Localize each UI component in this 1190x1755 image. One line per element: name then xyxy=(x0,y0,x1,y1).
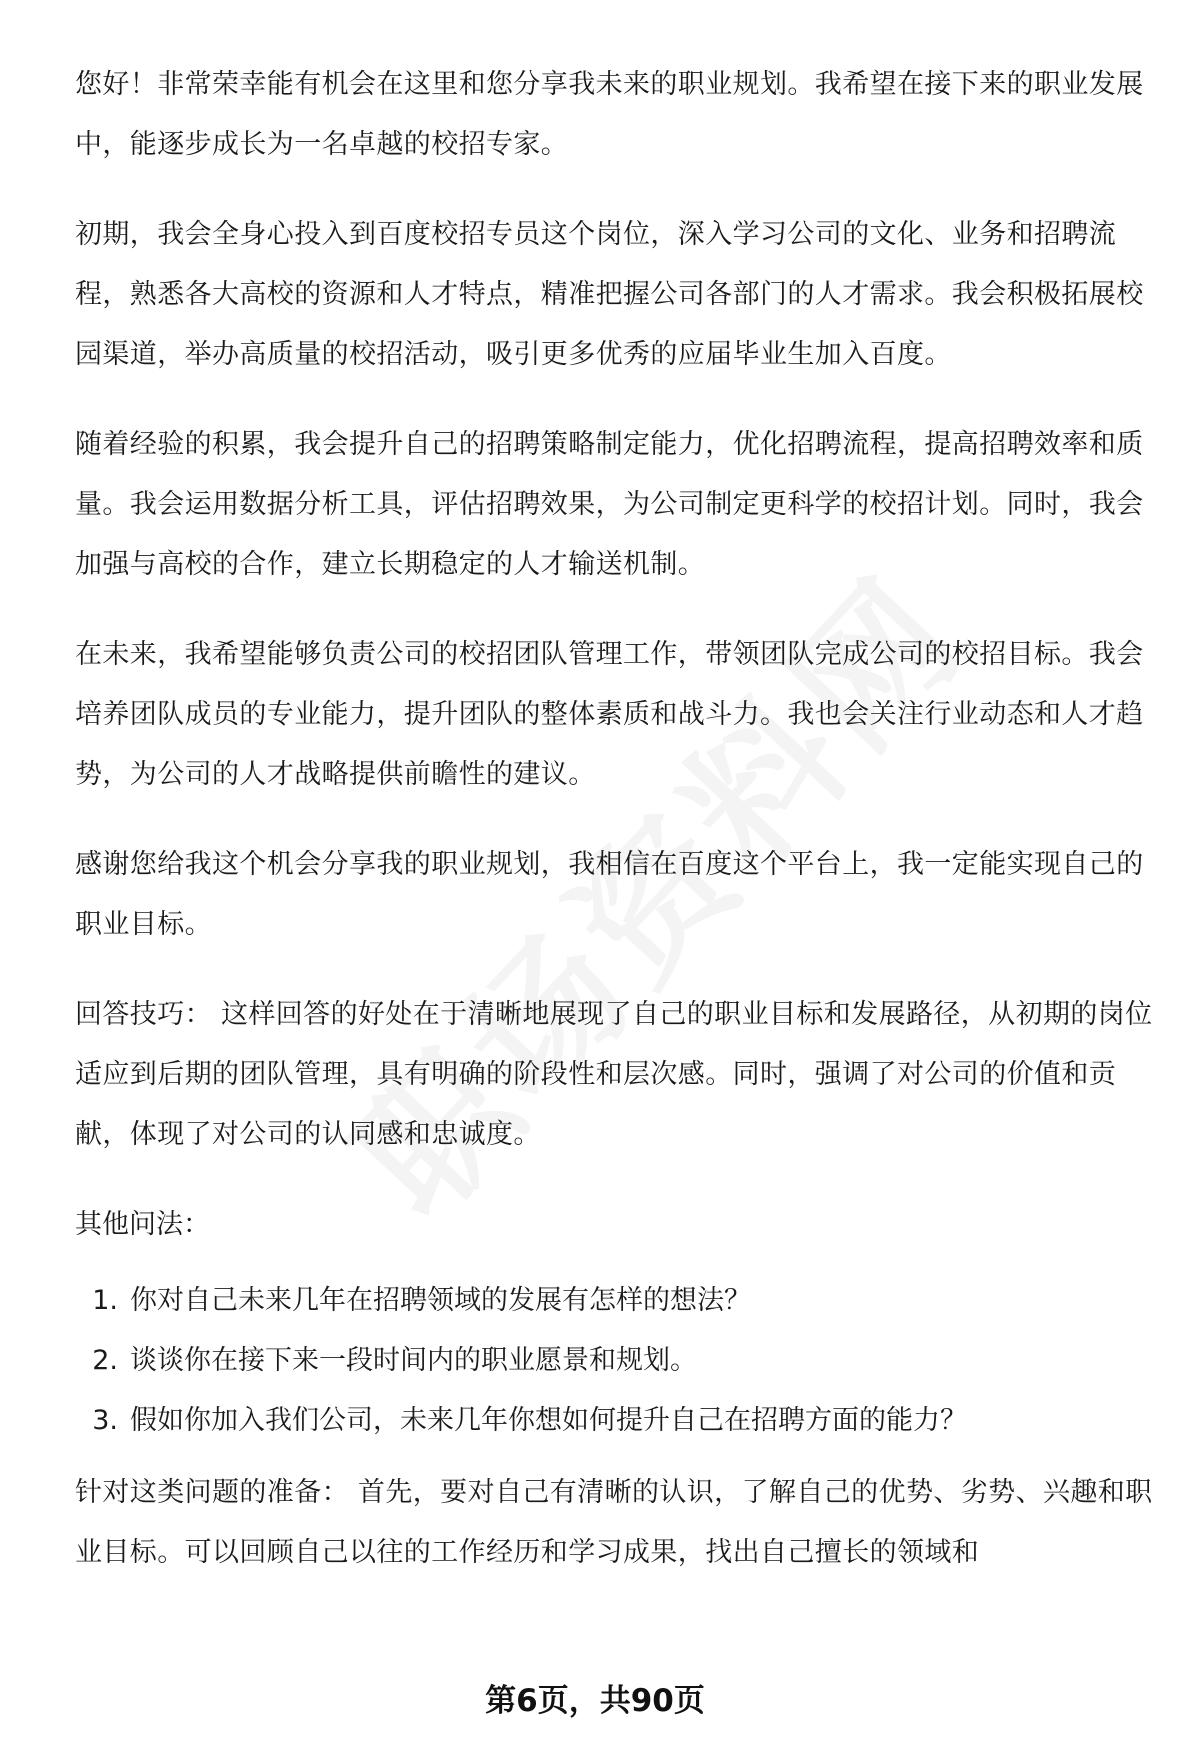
list-item xyxy=(75,1331,1170,1391)
list-item-number: 2. xyxy=(92,1345,118,1376)
list-item xyxy=(75,1391,1170,1451)
list-item xyxy=(75,1271,1170,1331)
paragraph-preparation: 针对这类问题的准备： 首先，要对自己有清晰的认识，了解自己的优势、劣势、兴趣和职业目标。可以回顾自己以往的工作经历和学习成果，找出自己擅长的领域和 xyxy=(75,1477,1153,1568)
paragraph-early-stage: 初期，我会全身心投入到百度校招专员这个岗位，深入学习公司的文化、业务和招聘流程，熟悉各大高校的资源和人才特点，精准把握公司各部门的人才需求。我会积极拓展校园渠道，举办高质量的校招活动，吸引更多优秀的应届毕业生加入百度。 xyxy=(75,219,1144,370)
list-item-number: 1. xyxy=(92,1285,118,1316)
list-item-number: 3. xyxy=(92,1405,118,1436)
list-item-text: 假如你加入我们公司，未来几年你想如何提升自己在招聘方面的能力？ xyxy=(130,1405,967,1436)
document-body xyxy=(75,55,1170,1613)
list-item-text: 谈谈你在接下来一段时间内的职业愿景和规划。 xyxy=(130,1345,697,1376)
paragraph-answer-tips: 回答技巧： 这样回答的好处在于清晰地展现了自己的职业目标和发展路径，从初期的岗位适应到后期的团队管理，具有明确的阶段性和层次感。同时，强调了对公司的价值和贡献，体现了对公司的认同感和忠诚度。 xyxy=(75,999,1153,1150)
list-item-text: 你对自己未来几年在招聘领域的发展有怎样的想法？ xyxy=(130,1285,751,1316)
paragraph-growth-stage: 随着经验的积累，我会提升自己的招聘策略制定能力，优化招聘流程，提高招聘效率和质量。我会运用数据分析工具，评估招聘效果，为公司制定更科学的校招计划。同时，我会加强与高校的合作，建立长期稳定的人才输送机制。 xyxy=(75,429,1144,580)
other-questions-list xyxy=(75,1271,1170,1451)
other-questions-label: 其他问法： xyxy=(75,1209,210,1240)
paragraph-closing: 感谢您给我这个机会分享我的职业规划，我相信在百度这个平台上，我一定能实现自己的职业目标。 xyxy=(75,849,1144,940)
paragraph-intro: 您好！非常荣幸能有机会在这里和您分享我未来的职业规划。我希望在接下来的职业发展中，能逐步成长为一名卓越的校招专家。 xyxy=(75,69,1144,160)
paragraph-future-stage: 在未来，我希望能够负责公司的校招团队管理工作，带领团队完成公司的校招目标。我会培养团队成员的专业能力，提升团队的整体素质和战斗力。我也会关注行业动态和人才趋势，为公司的人才战略提供前瞻性的建议。 xyxy=(75,639,1144,790)
page-number-footer: 第6页，共90页 xyxy=(485,1683,705,1719)
